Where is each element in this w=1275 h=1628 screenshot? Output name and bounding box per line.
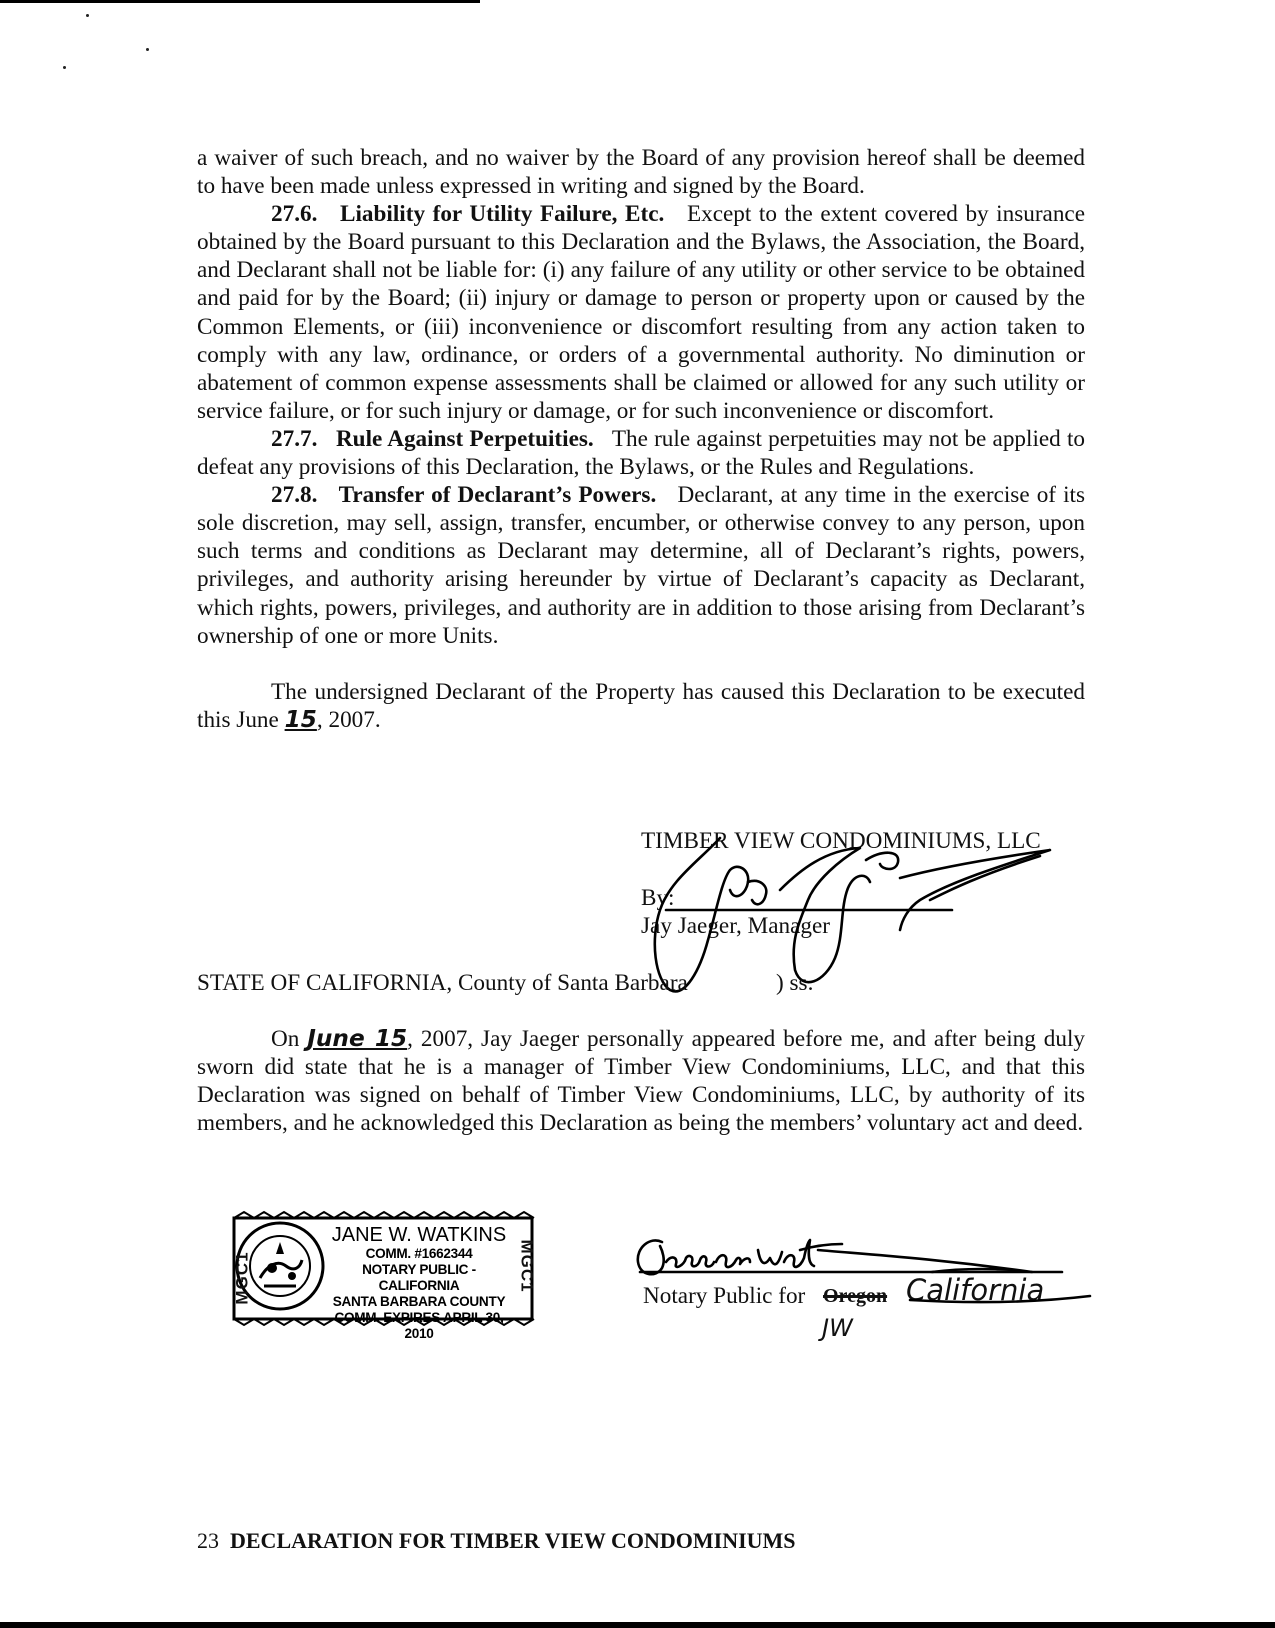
stamp-text-block xyxy=(324,1224,514,1342)
section-27-6 xyxy=(197,200,1085,425)
execution-paragraph xyxy=(197,678,1085,734)
stamp-side-code-left: MGC1 xyxy=(232,1251,252,1305)
scan-speck xyxy=(86,14,89,17)
scan-speck xyxy=(146,48,149,51)
stamp-side-code-right: MGC1 xyxy=(517,1239,537,1293)
scan-edge-bottom xyxy=(0,1622,1275,1628)
venue-state-county: STATE OF CALIFORNIA, County of Santa Barbara xyxy=(197,970,688,996)
execution-text: The undersigned Declarant of the Property has caused this Declaration to be executed this June xyxy=(197,678,1085,733)
stamp-county: SANTA BARBARA COUNTY xyxy=(332,1294,506,1309)
document-title: DECLARATION FOR TIMBER VIEW CONDOMINIUMS xyxy=(230,1528,796,1553)
stamp-notary-name: JANE W. WATKINS xyxy=(331,1224,507,1246)
ack-text: , 2007, Jay Jaeger personally appeared before me, and after being duly sworn did state that he is a manager of Timber View Condominiums, LLC, and that this Declaration was signed on behalf of Timber View Condominiums, LLC, by authority of its members, and he acknowledged this Declaration as being the members’ voluntary act and deed. xyxy=(197,1026,1085,1137)
section-number: 27.6. xyxy=(271,201,318,228)
section-heading: Liability for Utility Failure, Etc. xyxy=(340,201,665,228)
page-number: 23 xyxy=(197,1528,219,1553)
state-underline-stroke xyxy=(900,1292,1100,1312)
execution-year: , 2007. xyxy=(316,706,381,733)
notary-stamp xyxy=(224,1210,542,1341)
section-27-8 xyxy=(197,481,1085,650)
section-number: 27.8. xyxy=(271,482,318,509)
section-text: The rule against perpetuities may not be applied to defeat any provisions of this Declaration, the Bylaws, or the Rules and Regulations. xyxy=(197,425,1085,481)
section-text: Except to the extent covered by insurance obtained by the Board pursuant to this Declaration and the Bylaws, the Association, the Board, and Declarant shall not be liable for: (i) any failure of any utility or other service to be obtained and paid for by the Board; (ii) injury or damage to person or property upon or caused by the Common Elements, or (iii) inconvenience or discomfort resulting from any action taken to comply with any law, ordinance, or orders of a governmental authority. No diminution or abatement of common expense assessments shall be claimed or allowed for any such utility or service failure, or for such injury or damage, or for such inconvenience or discomfort. xyxy=(197,201,1086,424)
execution-day-handwritten: 15 xyxy=(284,705,317,733)
section-27-7 xyxy=(197,425,1085,481)
section-heading: Rule Against Perpetuities. xyxy=(335,425,594,452)
ack-date-handwritten: June 15 xyxy=(307,1025,408,1052)
stamp-title: NOTARY PUBLIC - CALIFORNIA xyxy=(362,1262,476,1293)
venue-ss: ) ss. xyxy=(776,970,814,996)
notary-initials: JW xyxy=(822,1314,853,1342)
by-label: By: xyxy=(641,885,675,911)
scan-edge-top xyxy=(0,0,480,3)
struck-state: Oregon xyxy=(823,1285,888,1307)
scan-speck xyxy=(63,66,66,69)
declarant-signature xyxy=(630,820,1080,1010)
signer-name: Jay Jaeger, Manager xyxy=(641,913,830,939)
entity-name: TIMBER VIEW CONDOMINIUMS, LLC xyxy=(641,828,1041,854)
stamp-commission: COMM. #1662344 xyxy=(365,1246,473,1261)
page-footer xyxy=(197,1528,796,1554)
acknowledgment-paragraph xyxy=(197,1025,1085,1137)
section-heading: Transfer of Declarant’s Powers. xyxy=(338,482,657,509)
section-number: 27.7. xyxy=(271,425,318,452)
handwritten-state: California xyxy=(906,1273,1045,1307)
carry-over-paragraph: a waiver of such breach, and no waiver by the Board of any provision hereof shall be deemed to have been made unless expressed in writing and signed by the Board. xyxy=(197,145,1085,200)
section-text: Declarant, at any time in the exercise of its sole discretion, may sell, assign, transfer, encumber, or otherwise convey to any person, upon such terms and conditions as Declarant may determine, all of Declarant’s rights, powers, privileges, and authority arising hereunder by virtue of Declarant’s capacity as Declarant, which rights, powers, privileges, and authority are in addition to those arising from Declarant’s ownership of one or more Units. xyxy=(197,482,1085,649)
ack-on: On xyxy=(271,1026,300,1052)
stamp-expires: COMM. EXPIRES APRIL 30, 2010 xyxy=(334,1310,504,1341)
notary-label: Notary Public for xyxy=(643,1283,806,1309)
document-body xyxy=(197,144,1085,734)
